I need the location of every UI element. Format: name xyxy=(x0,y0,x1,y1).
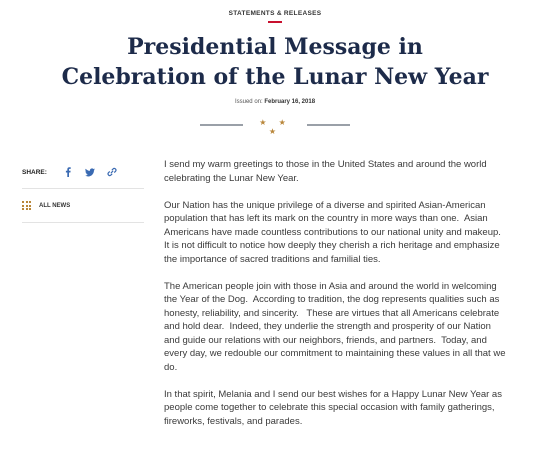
divider-line-right xyxy=(307,124,350,126)
article-paragraph: I send my warm greetings to those in the United States and around the world celebrating the Lunar New Year. xyxy=(164,159,487,184)
article-paragraph: The American people join with those in Asia and around the world in welcoming the Year of the Dog. According to tradition, the dog represents qualities such as honesty, reliability, and sincerity. These are virtues that all Americans celebrate and hold dear. Indeed, they underlie the strength and prosperity of our Nation and guide our relations with our neighbors, friends, and partners. Today, and every day, we redouble our commitment to maintaining these values in all that we do. xyxy=(164,280,506,373)
article-body xyxy=(164,158,534,442)
all-news-label: ALL NEWS xyxy=(39,202,71,209)
article-paragraph: Our Nation has the unique privilege of a diverse and spirited Asian-American population that has left its mark on the country in more ways than one. Asian Americans have made countless contributions to our national unity and makeup. It is not difficult to notice how deeply they cherish a rich heritage and emphasize the importance of sacred traditions and familial ties. xyxy=(164,199,501,265)
issued-label: Issued on: xyxy=(234,99,263,105)
all-news-link[interactable] xyxy=(22,201,144,210)
issued-date: February 16, 2018 xyxy=(264,99,316,105)
page-title-line2: Celebration of the Lunar New Year xyxy=(61,64,489,90)
page-title-line1: Presidential Message in xyxy=(127,34,423,60)
twitter-icon[interactable] xyxy=(83,165,97,179)
link-icon[interactable] xyxy=(105,165,119,179)
issued-date-line xyxy=(0,99,550,105)
share-sidebar xyxy=(22,160,144,223)
sidebar-divider-bottom xyxy=(22,222,144,223)
facebook-icon[interactable] xyxy=(61,165,75,179)
sidebar-divider xyxy=(22,188,144,189)
divider-line-left xyxy=(200,124,243,126)
divider-stars: ★ ★ ★ xyxy=(259,118,291,136)
grid-icon xyxy=(22,201,31,210)
article-paragraph: In that spirit, Melania and I send our best wishes for a Happy Lunar New Year as people come together to celebrate this special occasion with family gatherings, fireworks, festivals, and parades. xyxy=(164,388,502,427)
title-divider xyxy=(200,118,350,136)
page-title xyxy=(0,32,550,92)
section-eyebrow[interactable]: STATEMENTS & RELEASES xyxy=(228,10,322,17)
share-label: SHARE: xyxy=(22,168,47,176)
share-row xyxy=(22,160,144,184)
eyebrow-underline xyxy=(268,21,282,23)
